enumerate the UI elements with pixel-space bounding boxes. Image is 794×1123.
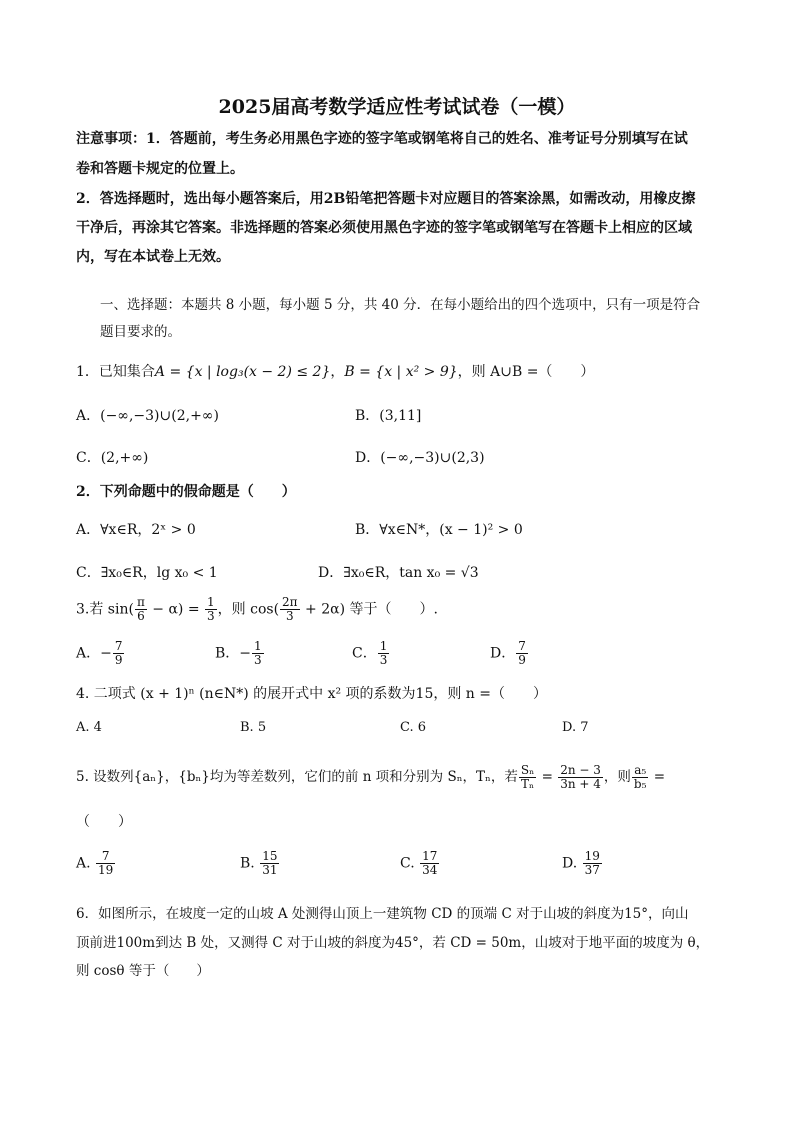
- set-b-expression: B = {x | x² > 9}: [344, 364, 458, 380]
- question-1-option-a: A．(−∞,−3)∪(2,+∞): [76, 408, 219, 424]
- question-3-option-c: C． $\frac{1}{3}$: [352, 639, 388, 667]
- question-1-option-c: C．(2,+∞): [76, 450, 149, 466]
- question-2-option-c: C．∃x₀∈R，lg x₀ < 1: [76, 565, 218, 581]
- question-3-prefix: 3.若 sin(: [76, 601, 134, 618]
- fraction-pi-over-6: $\frac{\pi}{6}$: [136, 595, 145, 623]
- set-separator: ，: [330, 364, 345, 380]
- question-3-option-d: D． $\frac{7}{9}$: [490, 639, 526, 667]
- question-5-prefix: 5. 设数列{aₙ}，{bₙ}均为等差数列，它们的前 n 项和分别为 Sₙ，Tₙ，若: [76, 769, 518, 785]
- notice-line-1: 注意事项：1．答题前，考生务必用黑色字迹的签字笔或钢笔将自己的姓名、准考证号分别填写在试: [76, 131, 688, 147]
- question-3-stem: [76, 596, 438, 623]
- notice-line-3: 2．答选择题时，选出每小题答案后，用2B铅笔把答题卡对应题目的答案涂黑，如需改动，用橡皮擦: [76, 191, 696, 207]
- question-6-line-2: 顶前进100m到达 B 处，又测得 C 对于山坡的斜度为45°，若 CD = 50m，山坡对于地平面的坡度为 θ，: [76, 935, 710, 951]
- question-1-suffix: ，则 A∪B =（ ）: [457, 364, 595, 380]
- question-3-mid-2: ，则 cos(: [217, 601, 280, 618]
- question-6-line-3: 则 cosθ 等于（ ）: [76, 963, 210, 979]
- question-1-option-b: B．(3,11]: [355, 408, 422, 424]
- question-5-option-c: C. $\frac{17}{34}$: [400, 849, 438, 877]
- section-heading-line-1: 一、选择题：本题共 8 小题，每小题 5 分，共 40 分．在每小题给出的四个选项中，只有一项是符合: [100, 297, 701, 313]
- question-2-option-a: A．∀x∈R，2ˣ > 0: [76, 522, 196, 538]
- question-2-stem: 2．下列命题中的假命题是（ ）: [76, 484, 296, 500]
- question-3-option-a: A．− $\frac{7}{9}$: [76, 639, 123, 667]
- fraction-2pi-over-3: $\frac{2\pi}{3}$: [282, 595, 298, 623]
- page-title: 2025届高考数学适应性考试试卷（一模）: [218, 96, 576, 118]
- section-heading-line-2: 题目要求的。: [100, 324, 181, 340]
- question-4-option-b: B. 5: [240, 720, 267, 735]
- question-4-option-c: C. 6: [400, 720, 427, 735]
- question-1-prefix: 1．已知集合: [76, 364, 155, 380]
- question-4-option-d: D. 7: [562, 720, 589, 735]
- question-3-option-b: B．− $\frac{1}{3}$: [215, 639, 262, 667]
- question-5-answer-paren: （ ）: [76, 814, 132, 830]
- question-4-stem: 4. 二项式 (x + 1)ⁿ (n∈N*) 的展开式中 x² 项的系数为15，则 n =（ ）: [76, 686, 547, 702]
- question-2-option-d: D．∃x₀∈R，tan x₀ = √3: [318, 565, 479, 581]
- question-6-line-1: 6．如图所示，在坡度一定的山坡 A 处测得山顶上一建筑物 CD 的顶端 C 对于山坡的斜度为15°，向山: [76, 906, 689, 922]
- question-5-option-d: D. $\frac{19}{37}$: [562, 849, 600, 877]
- notice-line-5: 内，写在本试卷上无效。: [76, 249, 230, 265]
- fraction-a5-over-b5: $\frac{\text{a₅}}{\text{b₅}}$: [633, 763, 647, 791]
- question-1-option-d: D．(−∞,−3)∪(2,3): [355, 450, 485, 466]
- fraction-one-third: $\frac{1}{3}$: [207, 595, 215, 623]
- fraction-ratio-expression: $\frac{2n - 3}{3n + 4}$: [560, 763, 601, 791]
- notice-line-4: 干净后，再涂其它答案。非选择题的答案必须使用黑色字迹的签字笔或钢笔写在答题卡上相应的区域: [76, 220, 692, 236]
- question-4-option-a: A. 4: [76, 720, 102, 735]
- question-2-option-b: B．∀x∈N*，(x − 1)² > 0: [355, 522, 523, 538]
- notice-line-2: 卷和答题卡规定的位置上。: [76, 161, 244, 177]
- question-5-option-a: A. $\frac{7}{19}$: [76, 849, 114, 877]
- question-3-mid-1: − α) =: [147, 601, 205, 618]
- question-3-suffix: + 2α) 等于（ ）.: [300, 601, 438, 618]
- set-a-expression: A = {x | log₃(x − 2) ≤ 2}: [154, 364, 331, 380]
- fraction-s-over-t: $\frac{\text{Sₙ}}{\text{Tₙ}}$: [520, 763, 535, 791]
- question-5-stem: 5. 设数列{aₙ}，{bₙ}均为等差数列，它们的前 n 项和分别为 Sₙ，Tₙ，若 $\frac{\text{Sₙ}}{\text{Tₙ}}$ = $\frac{2n - 3}{3n + 4}$ ，则 $\frac{\text{a₅}}{\text{b₅}}$ =: [76, 763, 666, 791]
- question-5-option-b: B. $\frac{15}{31}$: [240, 849, 278, 877]
- question-1-stem: [76, 362, 594, 382]
